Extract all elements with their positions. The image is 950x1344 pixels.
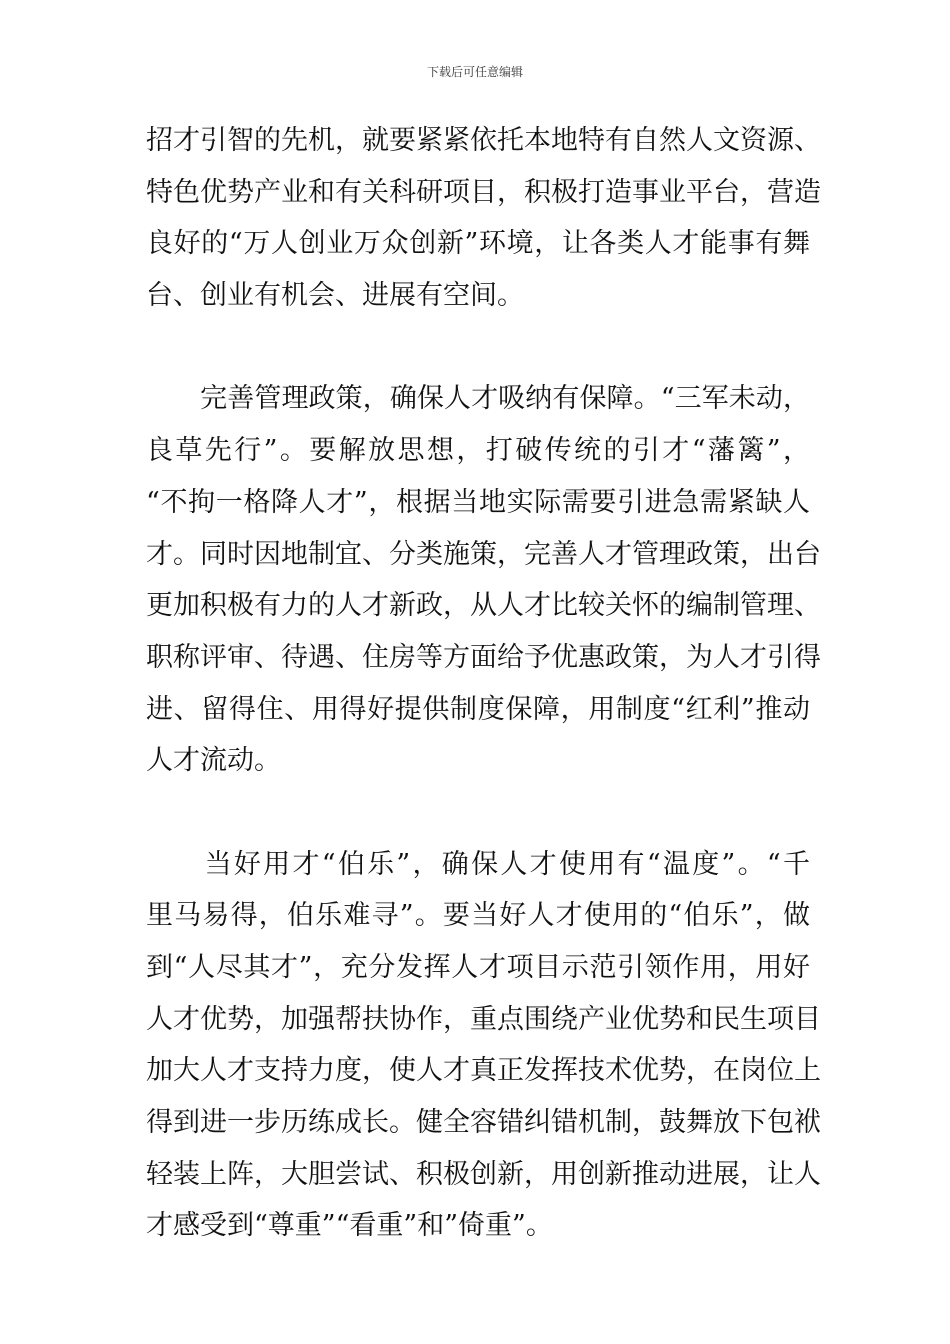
paragraph-line: 台、创业有机会、进展有空间。 xyxy=(146,280,524,312)
paragraph-line: 里马易得，伯乐难寻”。要当好人才使用的“伯乐”，做 xyxy=(146,900,810,932)
paragraph-line: 完善管理政策，确保人才吸纳有保障。“三军未动， xyxy=(146,383,810,415)
paragraph-line: 到“人尽其才”，充分发挥人才项目示范引领作用，用好 xyxy=(146,952,810,983)
paragraph-line: 招才引智的先机，就要紧紧依托本地特有自然人文资源、 xyxy=(146,125,821,156)
paragraph-line: 得到进一步历练成长。健全容错纠错机制，鼓舞放下包袱 xyxy=(146,1107,821,1139)
paragraph-line: 人才流动。 xyxy=(146,745,281,777)
paragraph-line: 加大人才支持力度，使人才真正发挥技术优势，在岗位上 xyxy=(146,1055,821,1087)
paragraph-line: 人才优势，加强帮扶协作，重点围绕产业优势和民生项目 xyxy=(146,1003,821,1035)
paragraph-line: 良好的“万人创业万众创新”环境，让各类人才能事有舞 xyxy=(146,228,810,260)
paragraph-line: “不拘一格降人才”，根据当地实际需要引进急需紧缺人 xyxy=(146,486,810,518)
paragraph-line: 当好用才“伯乐”，确保人才使用有“温度”。“千 xyxy=(146,848,810,880)
paragraph-line: 更加积极有力的人才新政，从人才比较关怀的编制管理、 xyxy=(146,590,821,622)
paragraph-3 xyxy=(146,848,821,1242)
paragraph-line: 才感受到“尊重”“看重”和”倚重”。 xyxy=(146,1210,553,1242)
paragraph-gap xyxy=(146,333,810,385)
page-header: 下载后可任意编辑 xyxy=(426,65,523,79)
paragraph-line: 职称评审、待遇、住房等方面给予优惠政策，为人才引得 xyxy=(146,641,821,673)
paragraph-line: 特色优势产业和有关科研项目，积极打造事业平台，营造 xyxy=(146,176,821,208)
paragraph-line: 良草先行”。要解放思想，打破传统的引才“藩篱”， xyxy=(146,435,810,467)
paragraph-line: 进、留得住、用得好提供制度保障，用制度“红利”推动 xyxy=(146,693,810,725)
paragraph-1 xyxy=(146,125,821,312)
document-body xyxy=(146,125,821,1263)
paragraph-2 xyxy=(146,383,821,777)
paragraph-line: 轻装上阵，大胆尝试、积极创新，用创新推动进展，让人 xyxy=(146,1158,821,1190)
paragraph-line: 才。同时因地制宜、分类施策，完善人才管理政策，出台 xyxy=(146,538,821,570)
paragraph-gap xyxy=(146,798,810,850)
